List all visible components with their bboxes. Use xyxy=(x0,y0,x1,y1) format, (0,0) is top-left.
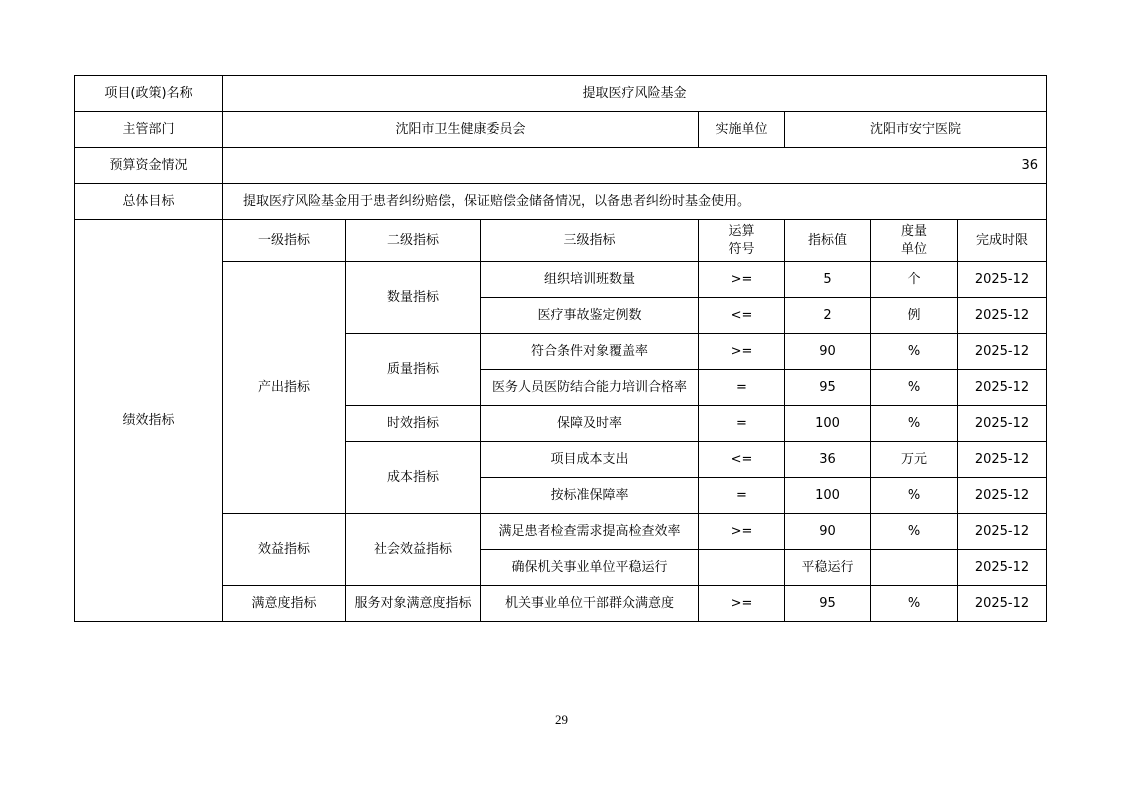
deadline: 2025-12 xyxy=(958,262,1047,298)
operator: = xyxy=(699,478,785,514)
department-row xyxy=(75,112,1047,148)
overall-goal-row xyxy=(75,184,1047,220)
deadline: 2025-12 xyxy=(958,334,1047,370)
column-header: 运算 符号 xyxy=(699,220,785,262)
performance-table xyxy=(74,75,1047,622)
deadline: 2025-12 xyxy=(958,298,1047,334)
level1-indicator: 效益指标 xyxy=(223,514,346,586)
page-number: 29 xyxy=(555,712,568,727)
deadline: 2025-12 xyxy=(958,370,1047,406)
level2-indicator: 质量指标 xyxy=(346,334,481,406)
indicator-value: 2 xyxy=(785,298,871,334)
level3-indicator: 项目成本支出 xyxy=(481,442,699,478)
unit: % xyxy=(871,370,958,406)
column-header: 完成时限 xyxy=(958,220,1047,262)
level3-indicator: 按标准保障率 xyxy=(481,478,699,514)
deadline: 2025-12 xyxy=(958,550,1047,586)
budget-value: 36 xyxy=(223,148,1047,184)
operator: = xyxy=(699,370,785,406)
column-header: 度量 单位 xyxy=(871,220,958,262)
indicator-header-row xyxy=(75,220,1047,262)
level3-indicator: 确保机关事业单位平稳运行 xyxy=(481,550,699,586)
operator: >= xyxy=(699,586,785,622)
operator xyxy=(699,550,785,586)
indicator-value: 100 xyxy=(785,406,871,442)
operator: >= xyxy=(699,262,785,298)
level2-indicator: 服务对象满意度指标 xyxy=(346,586,481,622)
level2-indicator: 成本指标 xyxy=(346,442,481,514)
indicator-value: 95 xyxy=(785,370,871,406)
level1-indicator: 满意度指标 xyxy=(223,586,346,622)
deadline: 2025-12 xyxy=(958,478,1047,514)
indicator-value: 95 xyxy=(785,586,871,622)
level3-indicator: 满足患者检查需求提高检查效率 xyxy=(481,514,699,550)
indicator-value: 90 xyxy=(785,514,871,550)
deadline: 2025-12 xyxy=(958,442,1047,478)
deadline: 2025-12 xyxy=(958,406,1047,442)
project-name-value: 提取医疗风险基金 xyxy=(223,76,1047,112)
performance-label: 绩效指标 xyxy=(75,220,223,622)
overall-goal-label: 总体目标 xyxy=(75,184,223,220)
implementer-label: 实施单位 xyxy=(699,112,785,148)
level2-indicator: 数量指标 xyxy=(346,262,481,334)
department-value: 沈阳市卫生健康委员会 xyxy=(223,112,699,148)
unit: % xyxy=(871,514,958,550)
column-header: 指标值 xyxy=(785,220,871,262)
unit: 个 xyxy=(871,262,958,298)
operator: >= xyxy=(699,334,785,370)
project-name-row xyxy=(75,76,1047,112)
deadline: 2025-12 xyxy=(958,514,1047,550)
indicator-value: 90 xyxy=(785,334,871,370)
unit: % xyxy=(871,586,958,622)
operator: <= xyxy=(699,442,785,478)
level3-indicator: 保障及时率 xyxy=(481,406,699,442)
operator: = xyxy=(699,406,785,442)
unit: % xyxy=(871,334,958,370)
unit xyxy=(871,550,958,586)
operator: <= xyxy=(699,298,785,334)
column-header: 一级指标 xyxy=(223,220,346,262)
unit: 例 xyxy=(871,298,958,334)
level1-indicator: 产出指标 xyxy=(223,262,346,514)
indicator-value: 5 xyxy=(785,262,871,298)
level3-indicator: 医务人员医防结合能力培训合格率 xyxy=(481,370,699,406)
overall-goal-value: 提取医疗风险基金用于患者纠纷赔偿，保证赔偿金储备情况，以备患者纠纷时基金使用。 xyxy=(223,184,1047,220)
operator: >= xyxy=(699,514,785,550)
implementer-value: 沈阳市安宁医院 xyxy=(785,112,1047,148)
level3-indicator: 医疗事故鉴定例数 xyxy=(481,298,699,334)
indicator-value: 36 xyxy=(785,442,871,478)
project-name-label: 项目(政策)名称 xyxy=(75,76,223,112)
budget-label: 预算资金情况 xyxy=(75,148,223,184)
unit: % xyxy=(871,406,958,442)
level3-indicator: 符合条件对象覆盖率 xyxy=(481,334,699,370)
column-header: 三级指标 xyxy=(481,220,699,262)
level2-indicator: 社会效益指标 xyxy=(346,514,481,586)
level3-indicator: 机关事业单位干部群众满意度 xyxy=(481,586,699,622)
level3-indicator: 组织培训班数量 xyxy=(481,262,699,298)
column-header: 二级指标 xyxy=(346,220,481,262)
budget-row xyxy=(75,148,1047,184)
department-label: 主管部门 xyxy=(75,112,223,148)
unit: % xyxy=(871,478,958,514)
indicator-value: 平稳运行 xyxy=(785,550,871,586)
deadline: 2025-12 xyxy=(958,586,1047,622)
indicator-value: 100 xyxy=(785,478,871,514)
unit: 万元 xyxy=(871,442,958,478)
level2-indicator: 时效指标 xyxy=(346,406,481,442)
